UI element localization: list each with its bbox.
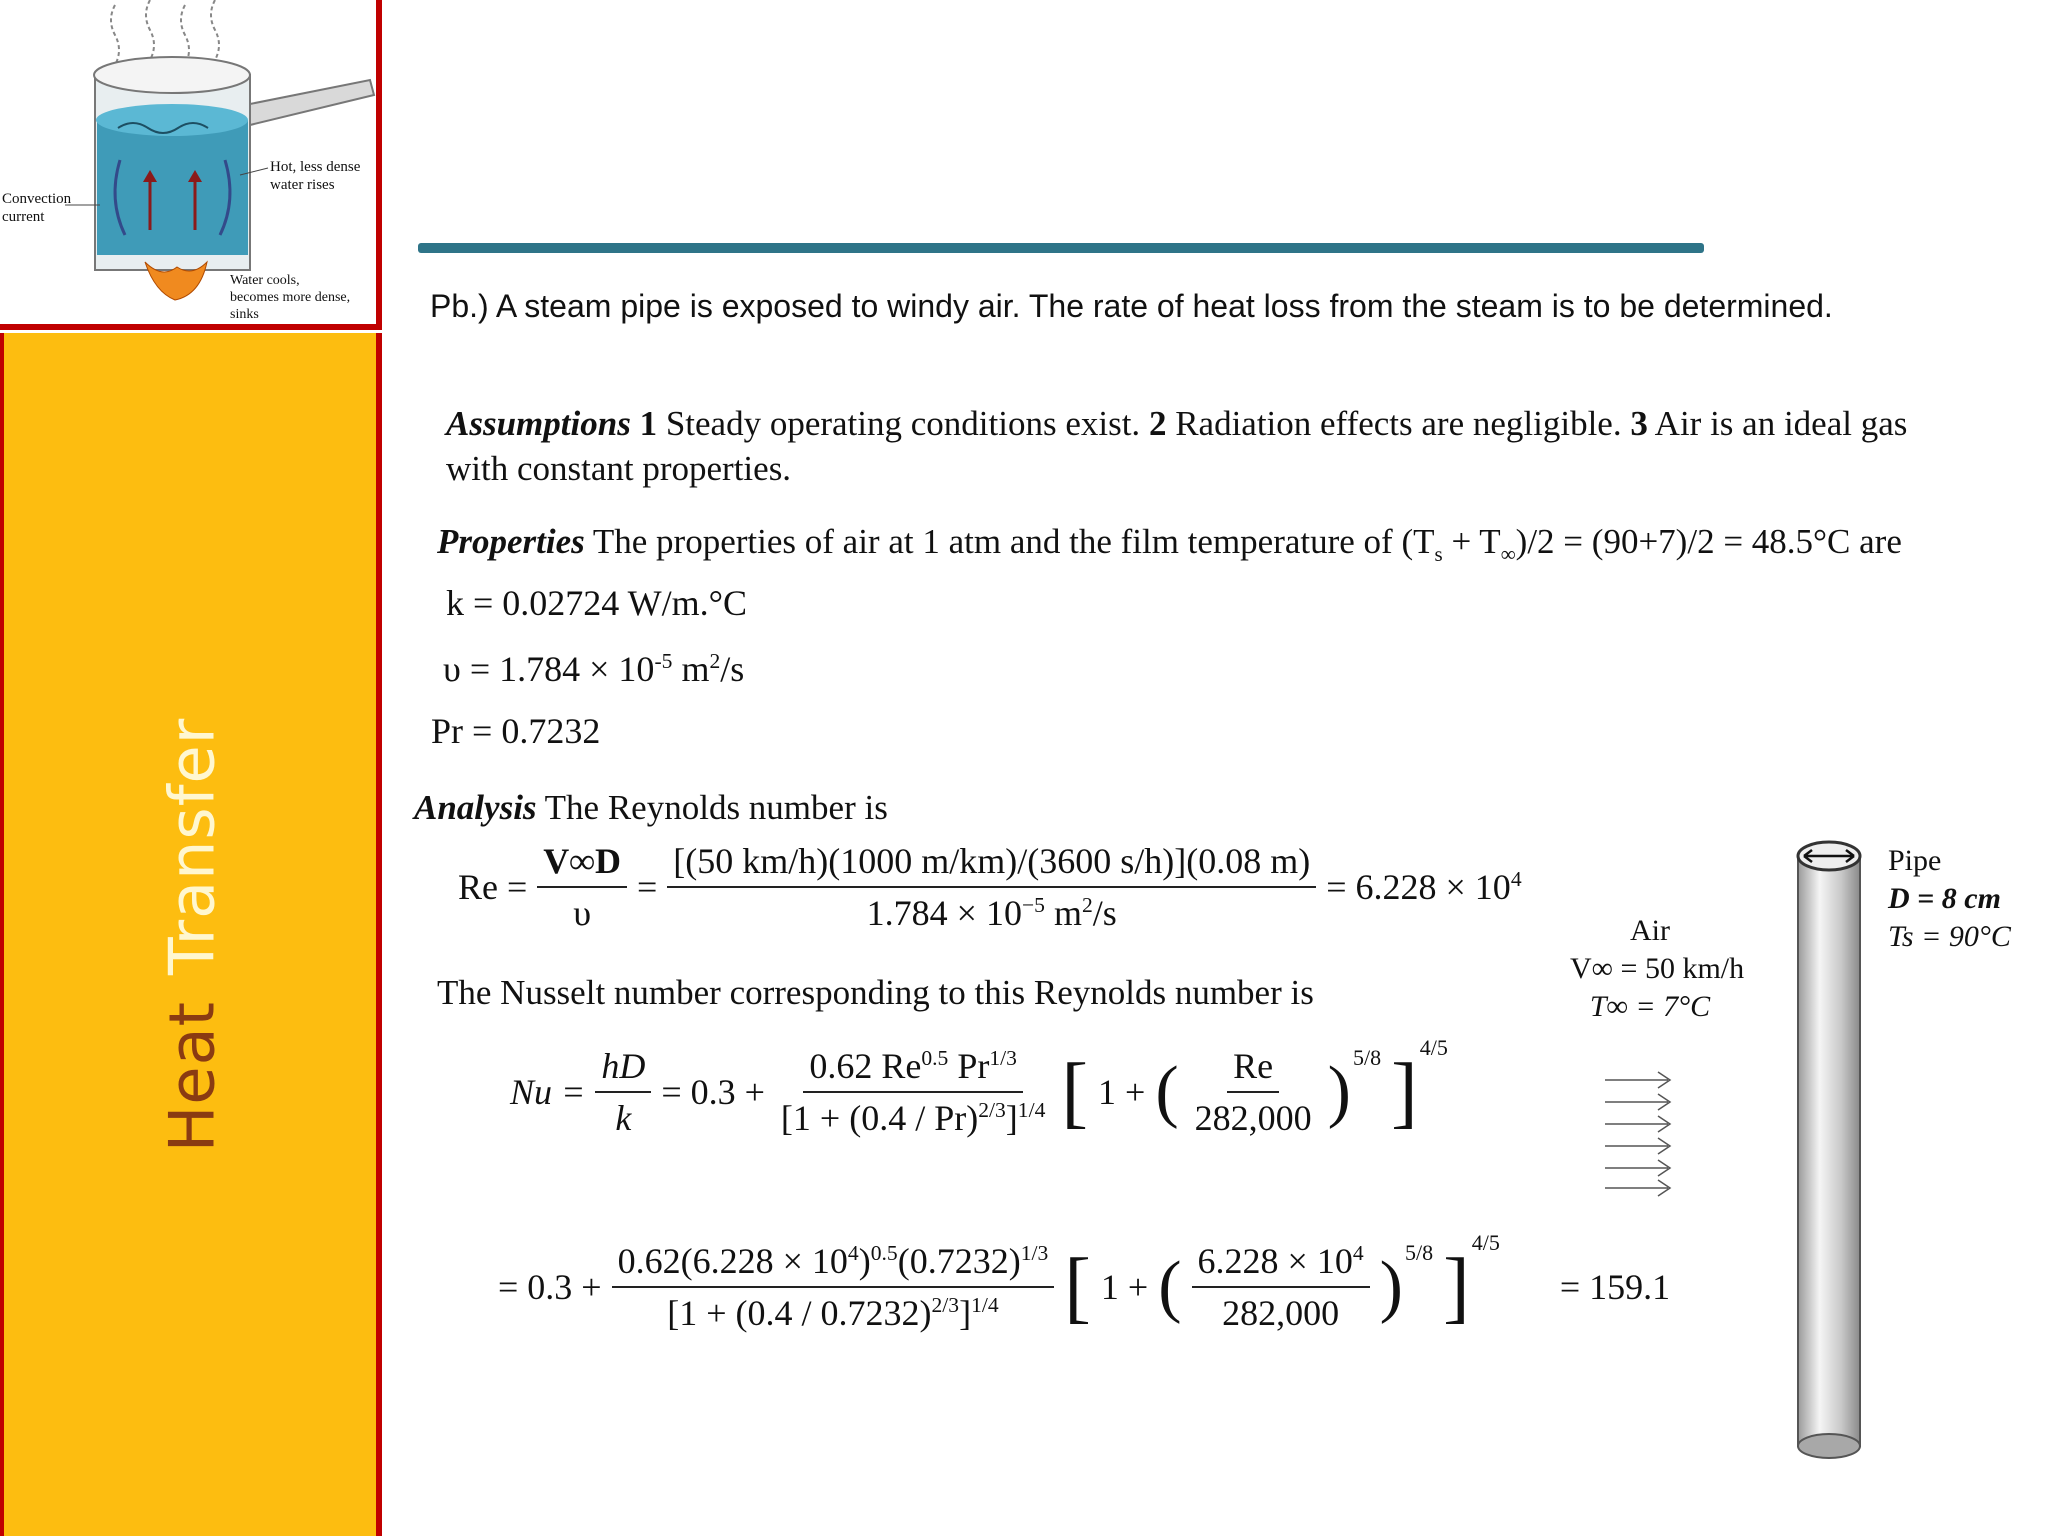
re-result [1326, 866, 1521, 908]
assumption-number-3: 3 [1630, 404, 1648, 443]
nu-open-paren: ( [1155, 1053, 1179, 1130]
line2-den-a: [1 + (0.4 / 0.7232) [667, 1293, 932, 1333]
nu-inner-num: Re [1227, 1045, 1279, 1093]
line2-num-e05: 0.5 [870, 1241, 898, 1265]
nu-value-exp: -5 [654, 649, 673, 673]
nu-close-bracket: ] [1391, 1048, 1418, 1136]
air-temperature-label: T∞ = 7°C [1589, 990, 1711, 1023]
label-cool-line2: becomes more dense, [230, 290, 351, 305]
label-hot-line1: Hot, less dense [270, 159, 361, 175]
re-den2-a: 1.784 × 10 [866, 893, 1022, 933]
title-word-heat: Heat [155, 1001, 229, 1153]
nu-hd-fraction [595, 1045, 651, 1139]
re-fraction-1 [537, 840, 627, 934]
nu-den: [1 + (0.4 / Pr) [780, 1098, 979, 1138]
re-den2 [861, 888, 1123, 934]
label-convection: Convection [2, 191, 72, 207]
nu-value-c: /s [720, 649, 745, 689]
header-bar [418, 243, 1704, 253]
re-num: V∞D [537, 840, 627, 888]
line2-num-e13: 1/3 [1020, 1241, 1049, 1265]
properties-sub-inf: ∞ [1500, 542, 1516, 566]
k-value: k = 0.02724 W/m.°C [446, 583, 748, 623]
nusselt-substitution [498, 1230, 1671, 1334]
line2-den-close: ] [959, 1293, 972, 1333]
line2-inner-e4: 4 [1352, 1241, 1364, 1265]
air-velocity-label: V∞ = 50 km/h [1570, 952, 1745, 985]
line2-bracket-1plus: 1 + [1100, 1267, 1149, 1307]
line2-num [612, 1240, 1055, 1288]
nu-exp58: 5/8 [1352, 1045, 1382, 1070]
re-lhs: Re = [458, 867, 528, 907]
re-den: υ [573, 893, 592, 933]
line2-inner-num [1192, 1240, 1370, 1288]
nu-hd: hD [595, 1045, 651, 1093]
line2-num-b: ) [858, 1241, 871, 1281]
line2-den-e23: 2/3 [931, 1293, 960, 1317]
nu-value-a: υ = 1.784 × 10 [443, 649, 655, 689]
re-eq: = [636, 867, 658, 907]
convection-illustration [0, 0, 382, 330]
problem-statement: Pb.) A steam pipe is exposed to windy air. The rate of heat loss from the steam is to be determined. [430, 288, 1833, 324]
re-result-text: = 6.228 × 10 [1326, 867, 1511, 907]
pipe-labels [1888, 842, 2011, 956]
line2-den-e14: 1/4 [971, 1293, 999, 1317]
label-cool-line1: Water cools, [230, 273, 300, 288]
analysis-line [414, 788, 888, 828]
re-den2-b: m [1044, 893, 1082, 933]
line2-num-c: (0.7232) [897, 1241, 1021, 1281]
nu-bracket-1plus: 1 + [1098, 1072, 1146, 1112]
nu-value-b: m [672, 649, 710, 689]
re-den2-exp: −5 [1021, 893, 1045, 917]
nu-value-sq: 2 [709, 649, 721, 673]
sidebar-title [156, 718, 229, 1152]
reynolds-equation [458, 840, 1522, 934]
line2-open-bracket: [ [1064, 1243, 1091, 1331]
label-cool-line3: sinks [230, 307, 259, 322]
pipe-label: Pipe [1888, 844, 1942, 877]
air-flow-arrows-icon [1600, 1068, 1680, 1198]
pipe-diameter-label: D = 8 cm [1888, 882, 2001, 915]
nu-main-num [803, 1045, 1023, 1093]
properties-sub-s: s [1434, 542, 1443, 566]
nu-value [443, 648, 744, 690]
nu-den-close: ] [1005, 1098, 1018, 1138]
assumptions-line1 [446, 404, 1907, 444]
line2-main-fraction [612, 1240, 1055, 1334]
line2-num-e4: 4 [847, 1241, 859, 1265]
nusselt-equation [510, 1035, 1448, 1139]
line2-inner-num-a: 6.228 × 10 [1197, 1241, 1353, 1281]
nu-den-exp2: 1/4 [1017, 1098, 1046, 1122]
nu-num-exp1: 0.5 [921, 1046, 949, 1070]
assumption-number-2: 2 [1148, 404, 1167, 443]
nu-num-exp2: 1/3 [989, 1046, 1017, 1070]
nu-num-pr: Pr [948, 1046, 990, 1086]
pr-value: Pr = 0.7232 [431, 711, 601, 751]
nu-inner-den: 282,000 [1194, 1098, 1312, 1138]
assumption-number-1: 1 [639, 404, 658, 443]
label-hot-line2: water rises [270, 177, 335, 193]
nu-open-bracket: [ [1061, 1048, 1089, 1136]
assumption-2: Radiation effects are negligible. [1175, 404, 1622, 443]
properties-text-a: The properties of air at 1 atm and the film temperature of (T [592, 522, 1435, 561]
line2-exp45: 4/5 [1471, 1230, 1500, 1255]
line2-exp58: 5/8 [1404, 1240, 1434, 1265]
re-den2-sq: 2 [1081, 893, 1093, 917]
label-current: current [2, 209, 45, 225]
nu-num: 0.62 Re [809, 1046, 922, 1086]
line2-close-paren: ) [1379, 1248, 1403, 1325]
nu-den-exp: 2/3 [978, 1098, 1006, 1122]
nu-exp45: 4/5 [1419, 1035, 1448, 1060]
re-fraction-2 [667, 840, 1316, 934]
properties-heading: Properties [437, 522, 585, 561]
line2-close-bracket: ] [1443, 1243, 1470, 1331]
title-word-transfer: Transfer [155, 717, 229, 976]
assumption-3: Air is an ideal gas [1654, 404, 1908, 443]
properties-text-b: + T [1442, 522, 1501, 561]
line2-eq: = 0.3 + [498, 1267, 602, 1307]
air-label: Air [1630, 914, 1670, 947]
nu-main-fraction [775, 1045, 1051, 1139]
nu-k: k [615, 1098, 632, 1138]
assumptions-line2: with constant properties. [446, 449, 792, 488]
analysis-text: The Reynolds number is [544, 788, 888, 827]
line2-den [661, 1288, 1004, 1334]
nusselt-text: The Nusselt number corresponding to this Reynolds number is [437, 973, 1314, 1012]
re-num2: [(50 km/h)(1000 m/km)/(3600 s/h)](0.08 m) [667, 840, 1316, 888]
line2-inner-den: 282,000 [1222, 1293, 1340, 1333]
analysis-heading: Analysis [414, 788, 537, 827]
line2-inner-fraction [1192, 1240, 1370, 1334]
pipe-surface-temperature-label: Ts = 90°C [1888, 920, 2011, 953]
pipe-icon [1790, 832, 1870, 1472]
nu-lhs: Nu = [510, 1072, 586, 1112]
assumption-1: Steady operating conditions exist. [665, 404, 1141, 443]
nusselt-result: = 159.1 [1559, 1267, 1671, 1307]
nu-inner-fraction [1189, 1045, 1318, 1139]
nu-main-den [775, 1093, 1051, 1139]
properties-line [437, 522, 1902, 567]
nu-close-paren: ) [1327, 1053, 1351, 1130]
re-den2-c: /s [1092, 893, 1117, 933]
properties-text-c: )/2 = (90+7)/2 = 48.5°C are [1515, 522, 1902, 561]
assumptions-heading: Assumptions [446, 404, 631, 443]
re-result-exp: 4 [1510, 867, 1522, 891]
nu-eq: = 0.3 + [661, 1072, 765, 1112]
line2-open-paren: ( [1158, 1248, 1182, 1325]
air-labels [1570, 912, 1745, 1026]
line2-num-a: 0.62(6.228 × 10 [617, 1241, 848, 1281]
